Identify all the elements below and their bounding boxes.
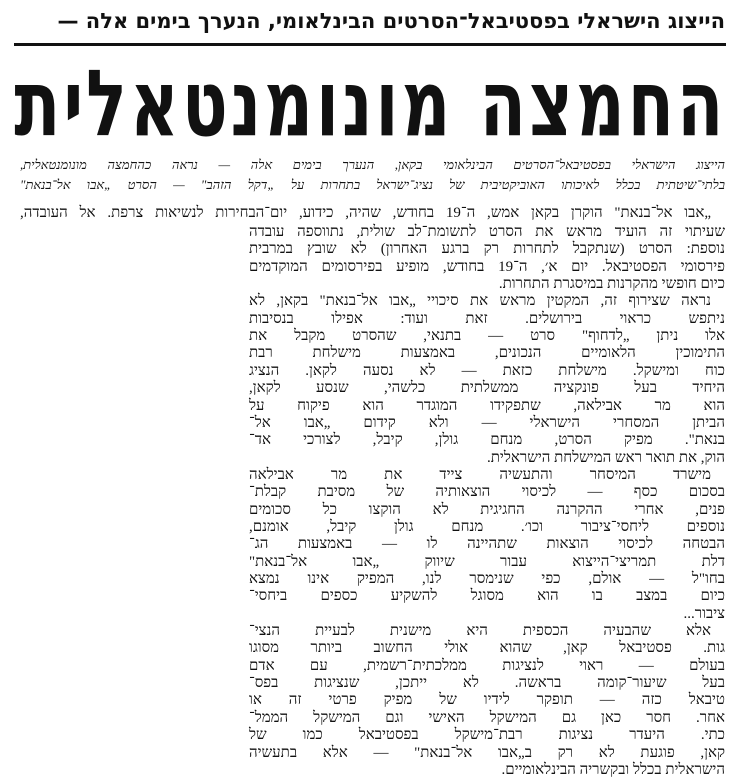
body-line: אלו ניתן „לדחוף" סרט — בתנאי, שהסרט מקבל את bbox=[249, 328, 725, 345]
headline-text: החמצה מונומנטאלית bbox=[14, 58, 726, 154]
body-line: הישראלית בכלל ובקשריה הבינלאומיים. bbox=[501, 761, 725, 778]
headline bbox=[14, 58, 726, 154]
body-line: כיום חופשי מהקרנות במיסגרת התחרות. bbox=[498, 276, 725, 293]
body-line: פנים, אחרי ההקרנה החגיגית לא הוקצו כל סכומים bbox=[249, 501, 725, 518]
body-line: בחו"ל — אולם, כפי שנימסר לנו, המפיק אינו נמצא bbox=[249, 571, 725, 587]
body-line: נראה שצירוף זה, המקטין מראש את סיכויי „אבו אל־בנאת" בקאן, לא bbox=[249, 293, 711, 310]
intro-line: הייצוג הישראלי בפסטיבאל־הסרטים הבינלאומי בקאן, הנערך בימים אלה — נראה כהחמצה מונומנטאלית, bbox=[20, 157, 725, 172]
body-line: בעולם — ראוי לנציגות ממלכתית־רשמית, עם אדם bbox=[249, 657, 725, 674]
body-line: קאן, פוגעת לא רק ב„אבו אל־בנאת" — אלא בתעשיה bbox=[249, 744, 725, 761]
body-line: ציבור... bbox=[683, 605, 725, 622]
body-line: אחר. חסר כאן גם המישקל האישי וגם המישקל הממל־ bbox=[249, 709, 725, 726]
body-line: הביתן המסחרי הישראלי — ולא קידום „אבו אל־ bbox=[249, 414, 725, 431]
body-line: דלת תמריצי־הייצוא עבור שיווק „אבו אל־בנאת" bbox=[249, 553, 725, 570]
body-line: הוא מר אבילאה, שתפקידו המוגדר הוא פיקוח על bbox=[249, 397, 725, 414]
body-line: כיום במצב בו הוא מסוגל להשקיע כספים ביחסי־ bbox=[249, 588, 725, 605]
intro-line: בלתי־שיטתית בכלל לאיכותו האוביקטיבית של נציג־ישראל בתחרות על „דקל הזהב" — הסרט „אבו אל־בנאת" bbox=[20, 177, 725, 192]
body-line: נוספים ליחסי־ציבור וכו׳. מנחם גולן קיבל, אומנם, bbox=[249, 518, 725, 535]
body-line: בסכום כסף — לכיסוי הוצאותיה של מסיבת קבלת־ bbox=[249, 484, 725, 501]
body-line: טיבאל כזה — תופקר לידיו של מפיק פרטי זה או bbox=[249, 692, 725, 709]
body-line: שעיתוי זה הועיד מראש את הסרט לתשומת־לב שולית, נתווספה עובדה bbox=[249, 224, 725, 240]
body-line: בעל שיעור־קומה בראשה. לא ייתכן, שנציגות בפס־ bbox=[249, 675, 725, 692]
body-line: התימוכין הלאומיים הנכונים, באמצעות מישלחת רבת bbox=[249, 345, 725, 362]
kicker-headline: הייצוג הישראלי בפסטיבאל־הסרטים הבינלאומי, הנערך בימים אלה — bbox=[57, 9, 725, 33]
body-line: מישרד המיסחר והתעשיה צייד את מר אבילאה bbox=[249, 466, 711, 483]
body-line: ניתפש כראוי בירושלים. זאת ועוד: אפילו בנסיבות bbox=[249, 310, 725, 327]
body-line: היחיד בעל פונקציה ממשלתית כלשהי, שנסע לקאן, bbox=[249, 380, 725, 397]
body-line: אלא שהבעיה הכספית היא מישנית לבעיית הנצי־ bbox=[249, 623, 711, 640]
body-line: כתי. היעדר נציגות רבת־מישקל בפסטיבאל כמו של bbox=[249, 727, 725, 744]
body-line: נוספת: הסרט (שנתקבל לתחרות רק ברגע האחרון) לא שובץ במרבית bbox=[249, 241, 725, 258]
body-line: כוח ומישקל. מישלחת כזאת — לא נסעה לקאן. הנציג bbox=[249, 362, 725, 379]
body-line: הוק, את תואר ראש המישלחת הישראלית. bbox=[486, 449, 725, 466]
header-rule bbox=[14, 43, 726, 46]
body-line: בנאת". מפיק הסרט, מנחם גולן, קיבל, לצורכי אד־ bbox=[249, 432, 725, 449]
body-line: פירסומי הפסטיבאל. יום א׳, ה־19 בחודש, מופיע בפירסומים המוקדמים bbox=[249, 258, 725, 275]
body-line: גות. פסטיבאל קאן, שהוא אולי החשוב ביותר מסוגו bbox=[249, 640, 725, 657]
body-line: „אבו אל־בנאת" הוקרן בקאן אמש, ה־19 בחודש, שהיה, כידוע, יום־הבחירות לנשיאות צרפת. אל העובדה, bbox=[20, 205, 711, 221]
body-line: הבטחה לכיסוי הוצאות שתהיינה לו — באמצעות הג־ bbox=[249, 536, 725, 553]
